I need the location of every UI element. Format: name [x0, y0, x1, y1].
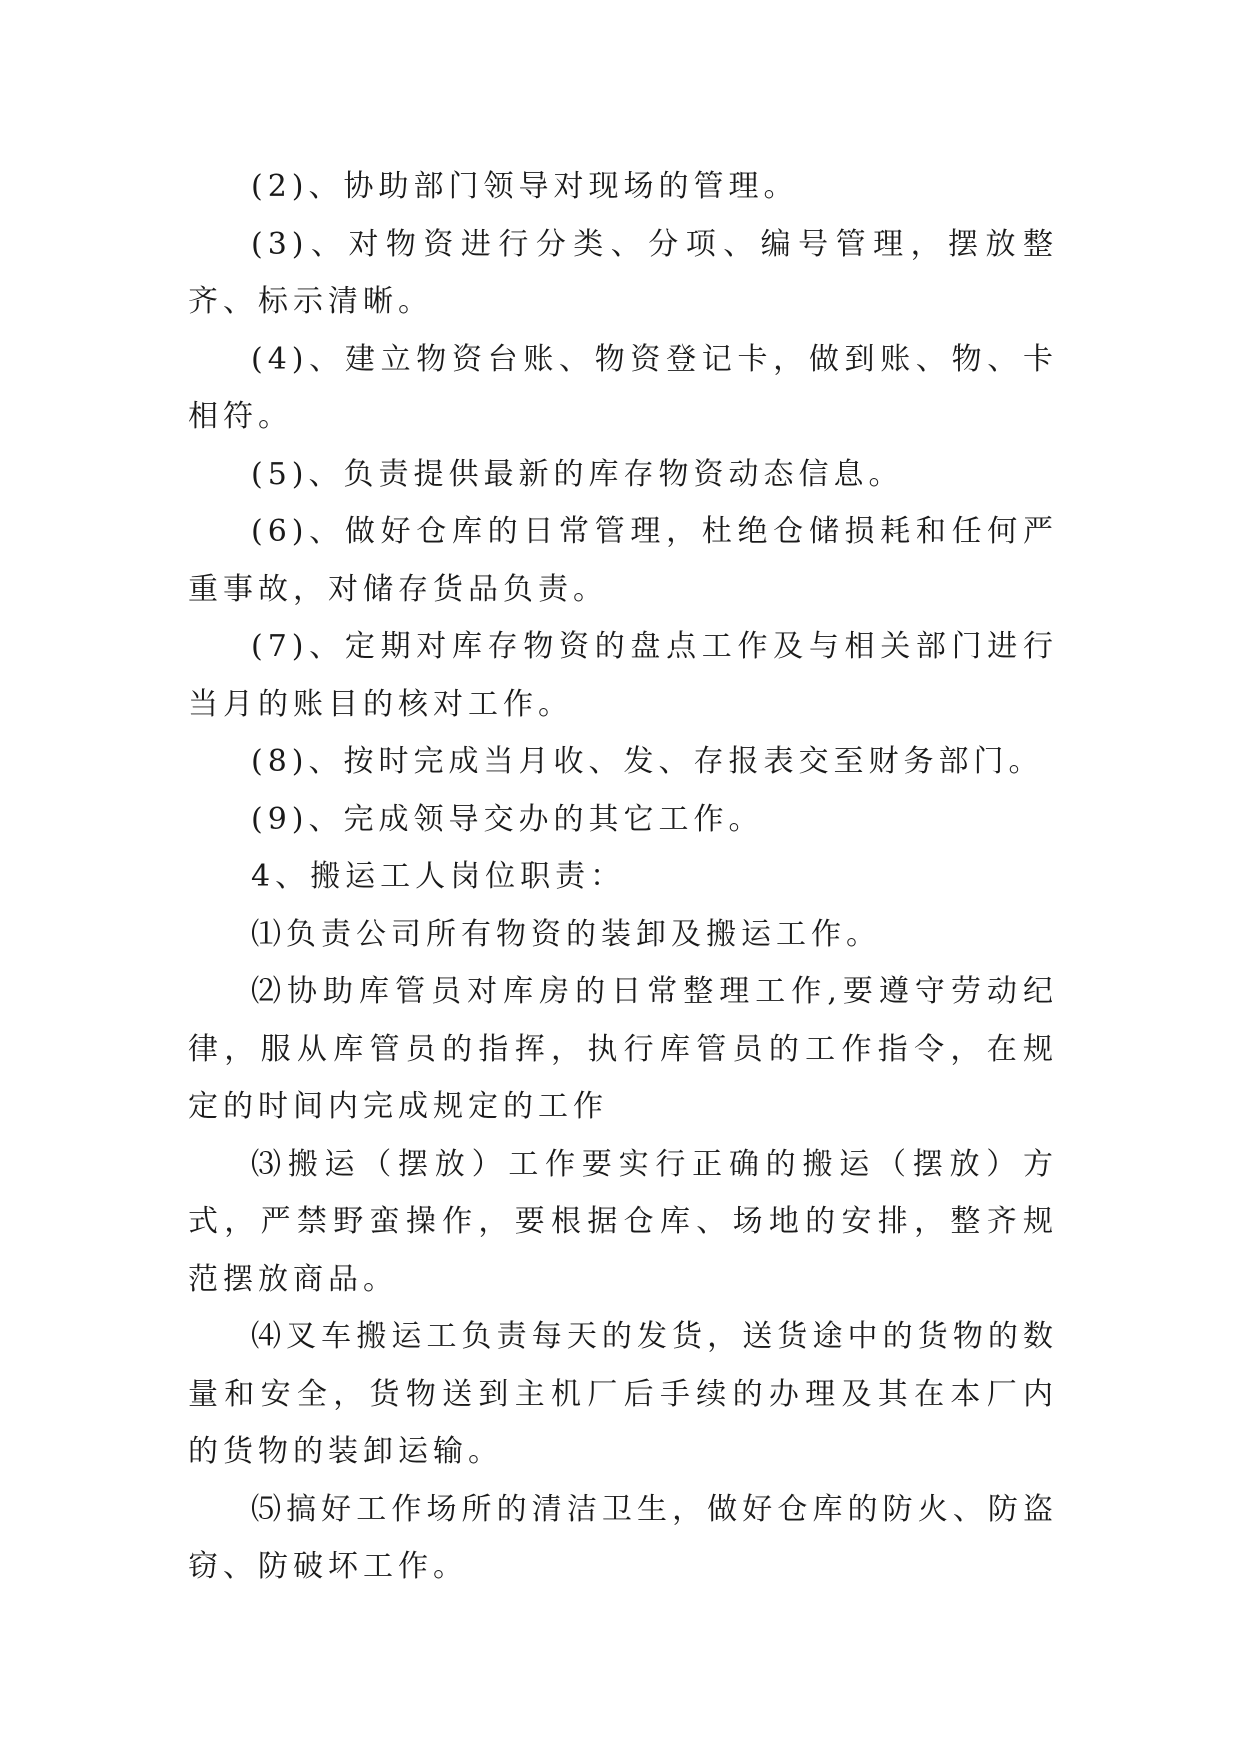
- paragraph-item-9: (9)、完成领导交办的其它工作。: [251, 801, 764, 837]
- duty-item-4: ⑷叉车搬运工负责每天的发货，送货途中的货物的数量和安全，货物送到主机厂后手续的办理及其在本厂内的货物的装卸运输。: [188, 1319, 1058, 1469]
- paragraph-item-3: (3)、对物资进行分类、分项、编号管理，摆放整齐、标示清晰。: [188, 226, 1058, 319]
- duty-item-3: ⑶搬运（摆放）工作要实行正确的搬运（摆放）方式，严禁野蛮操作，要根据仓库、场地的安排，整齐规范摆放商品。: [188, 1146, 1058, 1297]
- duty-item-2: ⑵协助库管员对库房的日常整理工作,要遵守劳动纪律，服从库管员的指挥，执行库管员的工作指令，在规定的时间内完成规定的工作: [188, 974, 1058, 1124]
- duty-item-5: ⑸搞好工作场所的清洁卫生，做好仓库的防火、防盗窃、防破坏工作。: [188, 1491, 1058, 1584]
- section-heading: 4、搬运工人岗位职责：: [251, 859, 626, 894]
- paragraph-item-2: (2)、协助部门领导对现场的管理。: [251, 169, 799, 204]
- paragraph-item-5: (5)、负责提供最新的库存物资动态信息。: [251, 456, 904, 492]
- paragraph-item-8: (8)、按时完成当月收、发、存报表交至财务部门。: [251, 744, 1044, 779]
- paragraph-item-4: (4)、建立物资台账、物资登记卡，做到账、物、卡相符。: [188, 341, 1058, 434]
- paragraph-item-6: (6)、做好仓库的日常管理，杜绝仓储损耗和任何严重事故，对储存货品负责。: [188, 514, 1058, 607]
- duty-item-1: ⑴负责公司所有物资的装卸及搬运工作。: [251, 916, 881, 952]
- document-body: [188, 158, 1058, 1596]
- paragraph-item-7: (7)、定期对库存物资的盘点工作及与相关部门进行当月的账目的核对工作。: [188, 629, 1058, 722]
